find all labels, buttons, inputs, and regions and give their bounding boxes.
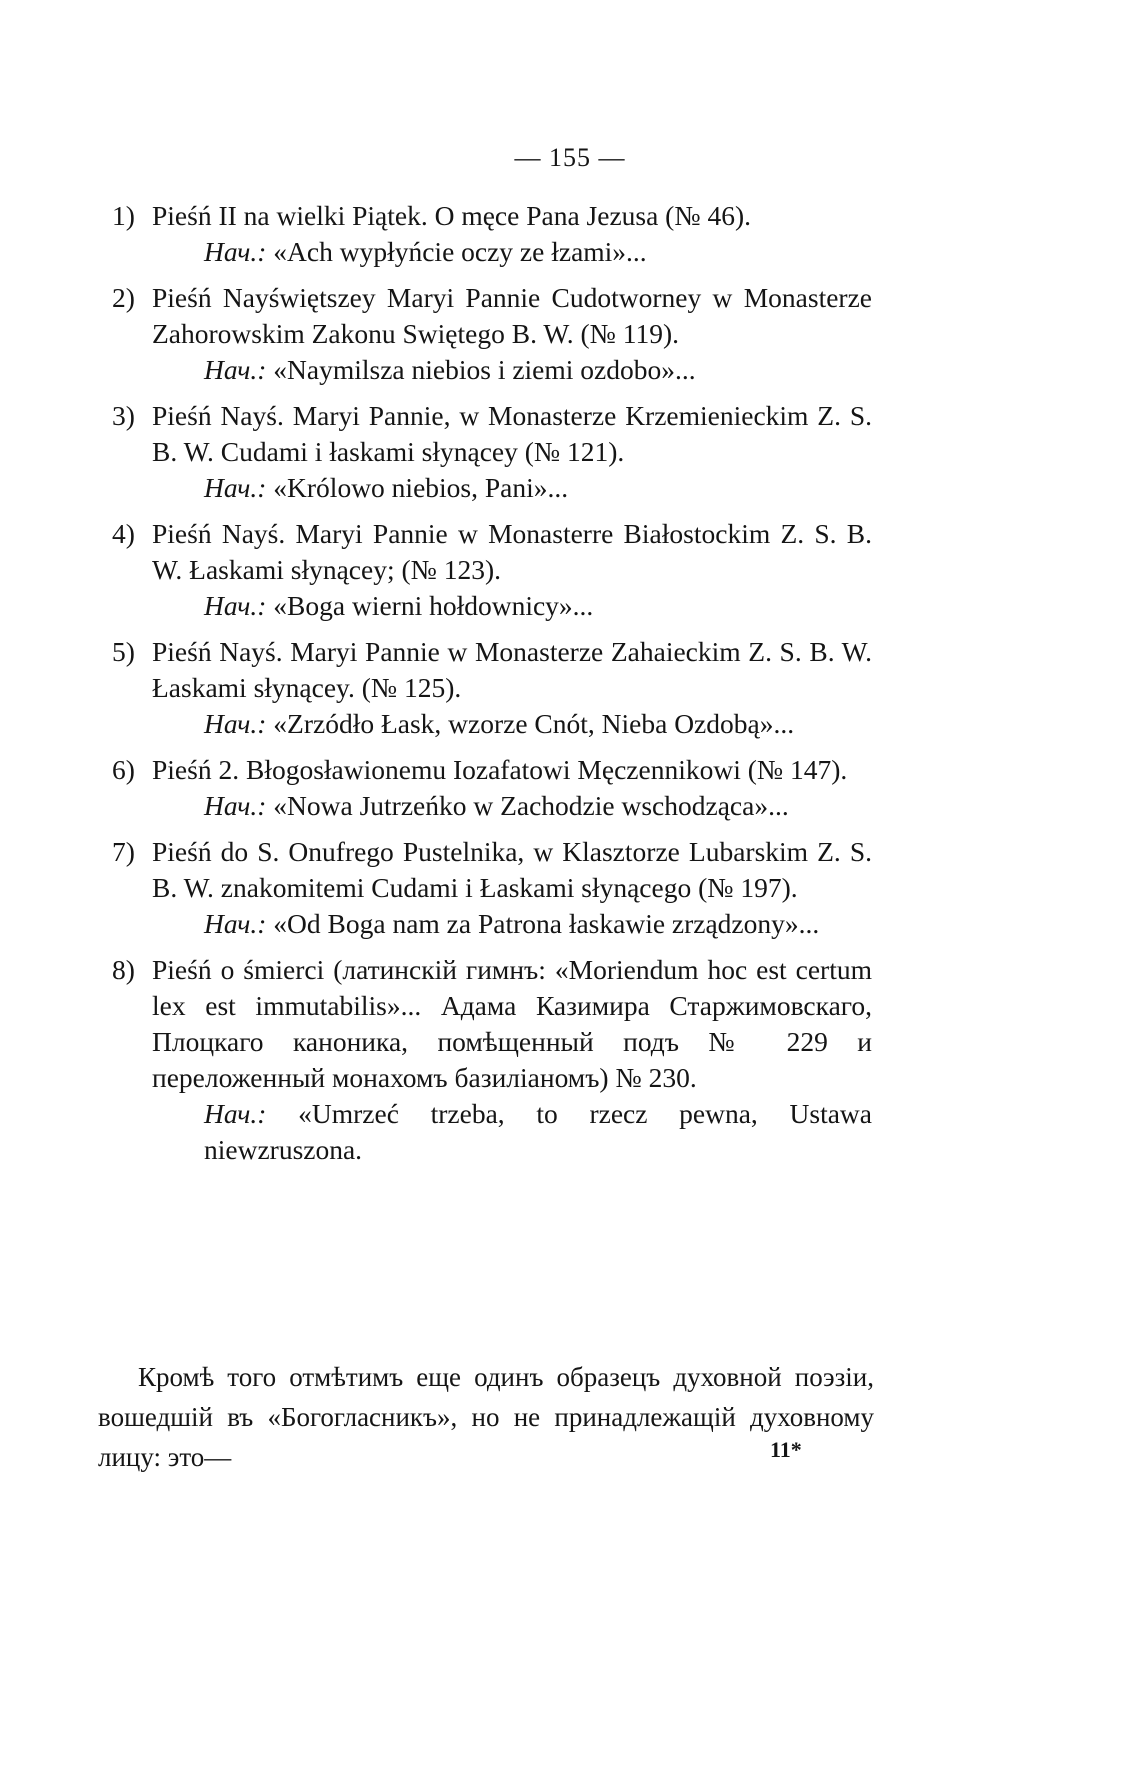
incipit-text: «Naymilsza niebios i ziemi ozdobo»... (273, 354, 696, 385)
item-incipit (152, 906, 872, 942)
item-number: 6) (112, 754, 135, 785)
item-incipit (152, 788, 872, 824)
item-title: Pieśń o śmierci (латинскій гимнъ: «Moriendum hoc est certum lex est immutabilis»... Адама Казимира Старжимовскаго, Плоцкаго каноника, помѣщенный подъ № 229 и переложенный монахомъ базиліаномъ) № 230. (152, 954, 872, 1093)
list-item (112, 834, 872, 942)
item-title: Pieśń Nayświętszey Maryi Pannie Cudotworney w Monasterze Zahorowskim Zakonu Swiętego B. W. (№ 119). (152, 282, 872, 349)
item-number: 3) (112, 400, 135, 431)
incipit-label: Нач.: (204, 1098, 267, 1129)
item-number: 2) (112, 282, 135, 313)
page-number: — 155 — (514, 143, 626, 172)
list-item (112, 634, 872, 742)
list-item (112, 280, 872, 388)
item-title: Pieśń Nayś. Maryi Pannie, w Monasterze Krzemienieckim Z. S. B. W. Cudami i łaskami słynącey (№ 121). (152, 400, 872, 467)
item-title: Pieśń 2. Błogosławionemu Iozafatowi Męczennikowi (№ 147). (152, 754, 848, 785)
incipit-label: Нач.: (204, 590, 267, 621)
item-title: Pieśń Nayś. Maryi Pannie w Monasterze Zahaieckim Z. S. B. W. Łaskami słynącey. (№ 125). (152, 636, 872, 703)
item-number: 1) (112, 200, 135, 231)
incipit-label: Нач.: (204, 908, 267, 939)
incipit-label: Нач.: (204, 354, 267, 385)
item-incipit (152, 1096, 872, 1168)
item-title: Pieśń II na wielki Piątek. O męce Pana Jezusa (№ 46). (152, 200, 751, 231)
incipit-label: Нач.: (204, 236, 267, 267)
list-item (112, 398, 872, 506)
list-item (112, 752, 872, 824)
item-title: Pieśń do S. Onufrego Pustelnika, w Klasztorze Lubarskim Z. S. B. W. znakomitemi Cudami i Łaskami słynącego (№ 197). (152, 836, 872, 903)
list-item (112, 198, 872, 270)
incipit-label: Нач.: (204, 790, 267, 821)
item-incipit (152, 588, 872, 624)
list-item (112, 952, 872, 1168)
signature-mark: 11* (770, 1437, 802, 1462)
item-incipit (152, 234, 872, 270)
incipit-text: «Zrzódło Łask, wzorze Cnót, Nieba Ozdobą»... (273, 708, 795, 739)
item-number: 8) (112, 954, 135, 985)
incipit-label: Нач.: (204, 708, 267, 739)
incipit-text: «Nowa Jutrzeńko w Zachodzie wschodząca»... (273, 790, 789, 821)
closing-paragraph: Кромѣ того отмѣтимъ еще одинъ образецъ духовной поэзіи, вошедшій въ «Богогласникъ», но не принадлежащій духовному лицу: это— (98, 1362, 874, 1472)
song-list (112, 198, 872, 1178)
incipit-text: «Ach wypłyńcie oczy ze łzami»... (273, 236, 647, 267)
item-incipit (152, 706, 872, 742)
item-number: 7) (112, 836, 135, 867)
item-number: 5) (112, 636, 135, 667)
item-incipit (152, 352, 872, 388)
item-incipit (152, 470, 872, 506)
incipit-label: Нач.: (204, 472, 267, 503)
incipit-text: «Królowo niebios, Pani»... (273, 472, 569, 503)
incipit-text: «Boga wierni hołdownicy»... (273, 590, 594, 621)
list-item (112, 516, 872, 624)
item-number: 4) (112, 518, 135, 549)
incipit-text: «Umrzeć trzeba, to rzecz pewna, Ustawa niewzruszona. (204, 1098, 872, 1165)
incipit-text: «Od Boga nam za Patrona łaskawie zrządzony»... (273, 908, 820, 939)
item-title: Pieśń Nayś. Maryi Pannie w Monasterre Białostockim Z. S. B. W. Łaskami słynącey; (№ 123). (152, 518, 872, 585)
